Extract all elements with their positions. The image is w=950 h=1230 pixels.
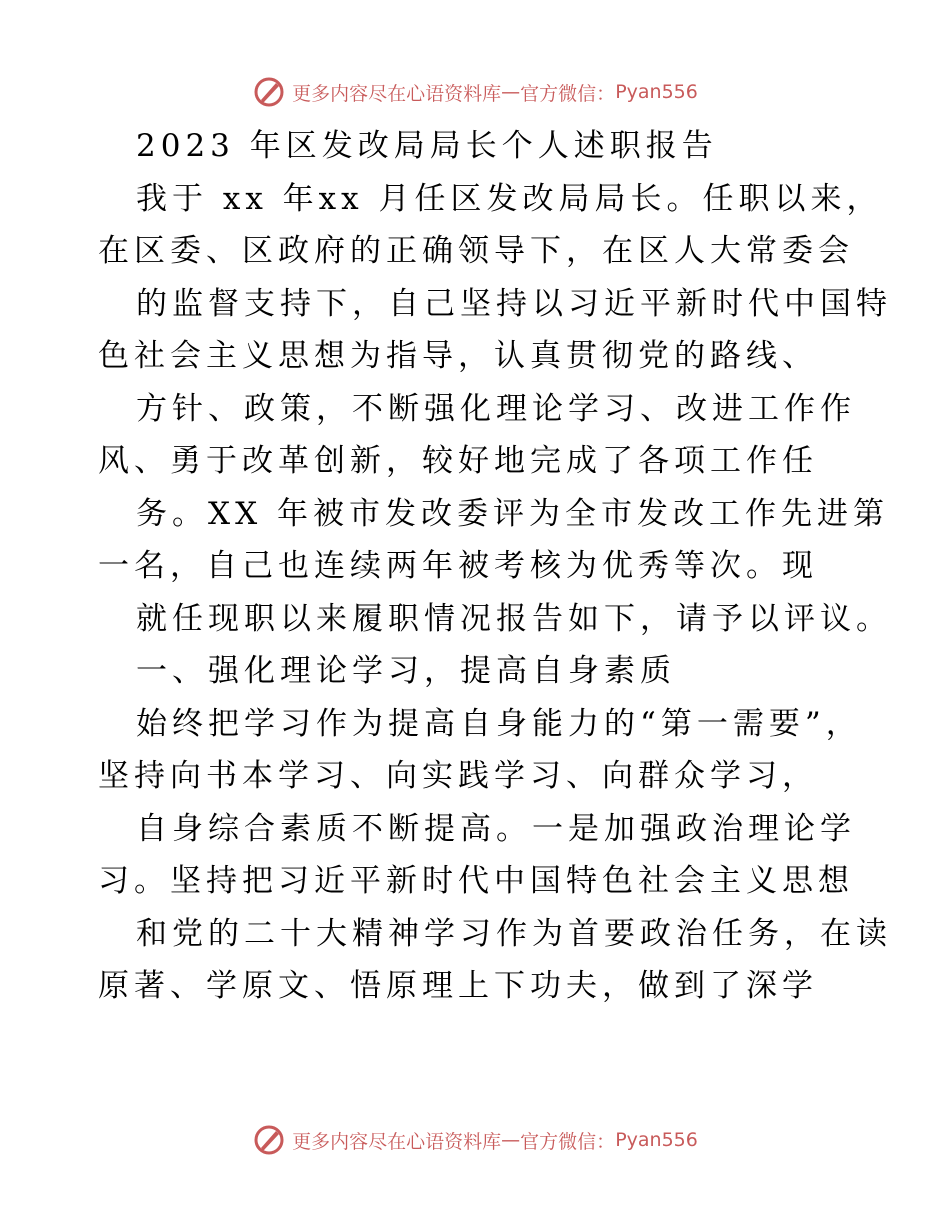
quill-logo-icon [252,1123,286,1157]
text-line: 坚持向书本学习、向实践学习、向群众学习， [98,758,818,794]
document-title: 2023 年区发改局局长个人述职报告 [136,128,718,164]
watermark-official: 官方微信： [520,1130,616,1153]
text-line: 习。坚持把习近平新时代中国特色社会主义思想 [98,863,854,899]
text-line: 始终把学习作为提高自身能力的“第一需要”， [136,705,862,742]
watermark-separator: — [501,81,521,103]
watermark-wechat: Pyan556 [615,81,698,103]
watermark-banner-bottom [0,1120,950,1160]
text-line: 一名，自己也连续两年被考核为优秀等次。现 [98,548,818,584]
watermark-official: 官方微信： [520,82,616,105]
text-line: 方针、政策，不断强化理论学习、改进工作作 [136,390,856,427]
watermark-text: 更多内容尽在心语资料库 [292,1130,502,1153]
text-line: 自身综合素质不断提高。一是加强政治理论学 [136,810,856,847]
text-line: 就任现职以来履职情况报告如下，请予以评议。 [136,600,892,637]
watermark-banner-top [0,72,950,112]
watermark-text: 更多内容尽在心语资料库 [292,82,502,105]
text-line: 在区委、区政府的正确领导下，在区人大常委会 [98,233,854,269]
quill-logo-icon [252,75,286,109]
section-heading: 一、强化理论学习，提高自身素质 [136,653,676,689]
document-body [98,120,892,1013]
watermark-wechat: Pyan556 [615,1129,698,1151]
text-line: 的监督支持下，自己坚持以习近平新时代中国特 [136,285,892,322]
text-line: 和党的二十大精神学习作为首要政治任务，在读 [136,915,892,952]
watermark-separator: — [501,1129,521,1151]
text-line: 务。XX 年被市发改委评为全市发改工作先进第 [136,495,889,532]
text-line: 色社会主义思想为指导，认真贯彻党的路线、 [98,338,818,374]
text-line: 风、勇于改革创新，较好地完成了各项工作任 [98,443,818,479]
text-line: 原著、学原文、悟原理上下功夫，做到了深学 [98,968,818,1004]
text-line: 我于 xx 年xx 月任区发改局局长。任职以来， [136,180,883,217]
